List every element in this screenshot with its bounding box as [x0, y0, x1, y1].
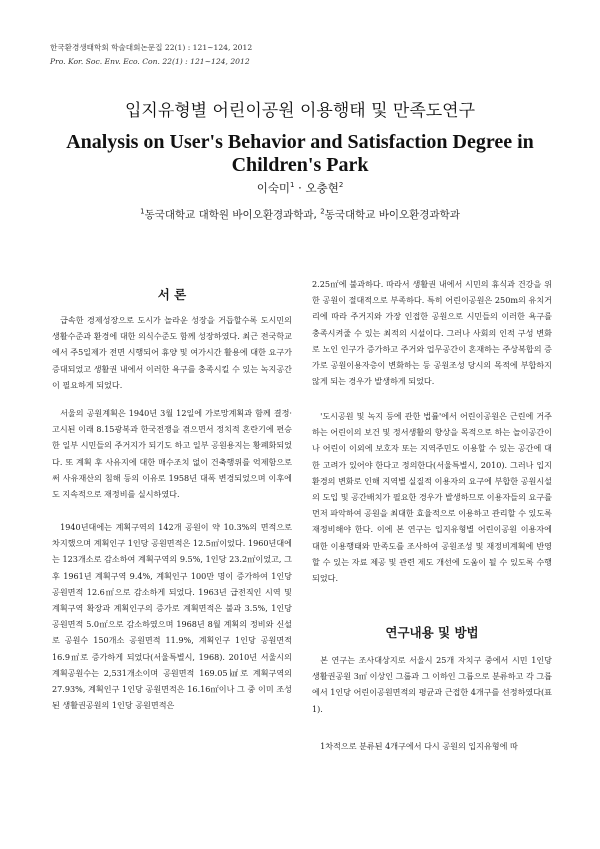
title-korean: 입지유형별 어린이공원 이용행태 및 만족도연구 — [124, 101, 476, 121]
affiliation-1: 동국대학교 대학원 바이오환경과학과, — [144, 209, 321, 221]
intro-paragraph-2: 서울의 공원계획은 1940년 3월 12일에 가로망계획과 함께 결정·고시된 이래 8.15광복과 한국전쟁을 겪으면서 정치적 혼란기에 편승한 일부 시민들의 주거지가 되기도 하고 일부 공원용지는 황폐화되었다. 또 계획 후 사유지에 대한 매수조치 없이 건축행위를 억제함으로써 사유재산의 침해 등의 이유로 1958년 대폭 변경되었으며 이후에도 지속적으로 재정비를 실시하였다. — [52, 408, 292, 500]
journal-line-korean: 한국환경생태학회 학술대회논문집 22(1) : 121~124, 2012 — [50, 43, 253, 52]
intro-paragraph-3: 1940년대에는 계획구역의 142개 공원이 약 10.3%의 면적으로 차지했으며 계획인구 1인당 공원면적은 12.5㎡이었다. 1960년대에는 123개소로 감소하여 계획구역의 9.5%, 1인당 23.2㎡이었고, 그 후 1961년 계획구역 9.4%, 계획인구 100만 명이 증가하여 1인당 공원면적 12.6㎡으로 감소하게 되었다. 1963년 급전직인 시역 및 계획구역 확장과 계획인구의 증가로 계획면적은 불과 3.5%, 1인당 공원면적 5.0㎡으로 감소하였으며 1968년 8월 계획의 정비와 신설로 공원수 150개소 공원면적 11.9%, 계획인구 1인당 공원면적 16.9㎡로 증가하게 되었다(서울특별시, 1968). 2010년 서울시의 계획공원수는 2,531개소이며 공원면적 169.05㎢로 계획구역의 27.93%, 계획인구 1인당 공원면적은 16.16㎡이나 그 중 이미 조성된 생활권공원의 1인당 공원면적은 — [52, 522, 292, 711]
author-line — [0, 180, 600, 196]
author-1-superscript: 1 — [290, 181, 295, 190]
author-1: 이숙미 — [256, 181, 291, 195]
section-heading-methods: 연구내용 및 방법 — [385, 625, 479, 640]
intro-paragraph-4: 2.25㎡에 불과하다. 따라서 생활권 내에서 시민의 휴식과 건강을 위한 공원이 절대적으로 부족하다. 특히 어린이공원은 250m의 유치거리에 따라 주거지와 가장 인접한 공원으로 시민들의 이러한 욕구를 충족시켜줄 수 있는 최적의 시설이다. 그러나 사회의 인적 구성 변화로 노인 인구가 증가하고 주거와 업무공간이 혼재하는 주상복합의 증가로 공원이용자층이 변화하는 등 공원조성 당시의 목적에 부합하지 않게 되는 경우가 발생하게 되었다. — [312, 279, 552, 387]
author-separator: · — [294, 181, 306, 195]
methods-paragraph-2: 1차적으로 분류된 4개구에서 다시 공원의 입지유형에 따 — [320, 741, 518, 751]
section-heading-introduction: 서 론 — [157, 287, 187, 302]
journal-line-english: Pro. Kor. Soc. Env. Eco. Con. 22(1) : 121~124, 2012 — [50, 57, 250, 66]
methods-paragraph-1: 본 연구는 조사대상지로 서울시 25개 자치구 중에서 시민 1인당 생활권공원 3㎡ 이상인 그룹과 그 이하인 그룹으로 분류하고 각 그룹에서 1인당 어린이공원면적의 평균과 근접한 4개구를 선정하였다(표 1). — [312, 655, 552, 714]
affiliation-2: 동국대학교 바이오환경과학과 — [324, 209, 460, 221]
affiliation-line — [0, 207, 600, 222]
intro-paragraph-5: '도시공원 및 녹지 등에 관한 법률'에서 어린이공원은 근린에 거주하는 어린이의 보건 및 정서생활의 향상을 목적으로 하는 놀이공간이나 어린이 이외에 보호자 또는 지역주민도 이용할 수 있는 공간에 대한 고려가 있어야 한다고 정의한다(서울특별시, 2010). 그러나 입지환경의 변화로 인해 지역별 실질적 이용자의 요구에 부합한 공원시설의 도입 및 공간배치가 필요한 경우가 발생하므로 이용자들의 요구를 먼저 파악하여 공원을 최대한 효율적으로 이용하고 관리할 수 있도록 재정비해야 한다. 이에 본 연구는 입지유형별 어린이공원 이용자에 대한 이용행태와 만족도를 조사하여 공원조성 및 재정비계획에 반영할 수 있는 자료 제공 및 관련 제도 개선에 도움이 될 수 있도록 수행되었다. — [312, 411, 552, 584]
journal-citation — [50, 41, 252, 69]
intro-paragraph-1: 급속한 경제성장으로 도시가 놀라운 성장을 거듭할수록 도시민의 생활수준과 환경에 대한 의식수준도 함께 성장하였다. 최근 전국학교에서 주5일제가 전면 시행되어 휴양 및 여가시간 활용에 대한 요구가 증대되었고 생활권 내에서 이러한 욕구를 충족시킬 수 있는 녹지공간이 필요하게 되었다. — [52, 315, 292, 390]
affiliation-2-superscript: 2 — [320, 207, 325, 216]
author-2: 오충현 — [305, 181, 339, 195]
title-english: Analysis on User's Behavior and Satisfaction Degree in Children's Park — [66, 131, 534, 176]
affiliation-1-superscript: 1 — [140, 207, 145, 216]
author-2-superscript: 2 — [338, 181, 344, 190]
